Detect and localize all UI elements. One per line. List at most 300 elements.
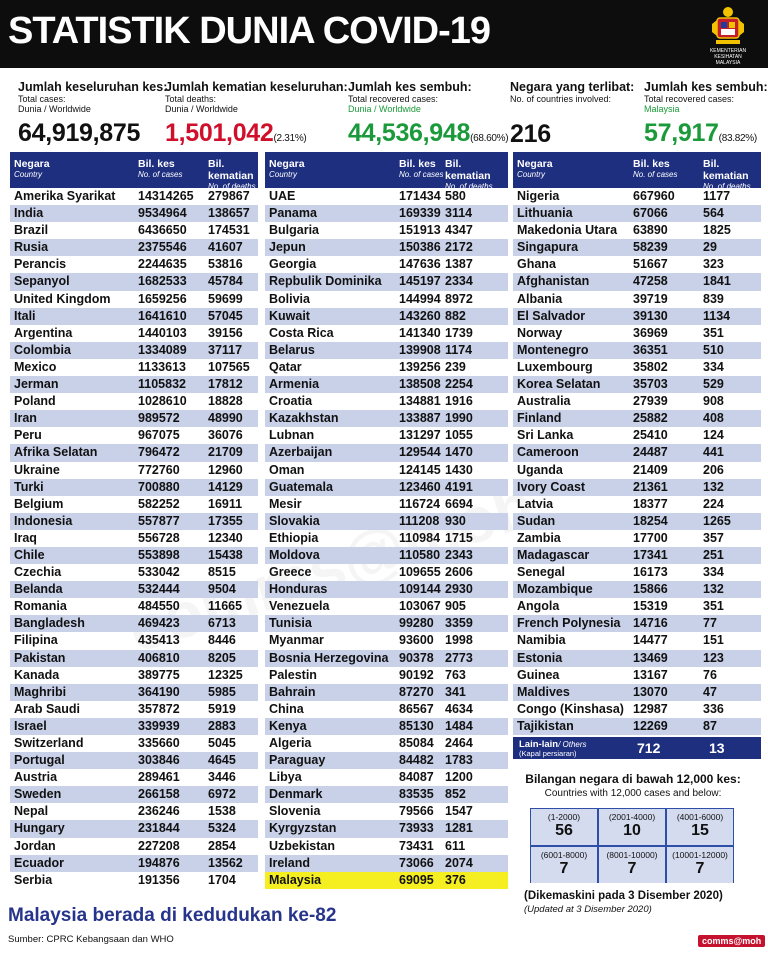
header-cases bbox=[633, 158, 677, 179]
page-title: STATISTIK DUNIA COVID-19 bbox=[8, 10, 490, 52]
country-name: Sepanyol bbox=[14, 274, 70, 289]
others-label-ms: Lain-lain bbox=[519, 739, 559, 750]
death-count: 151 bbox=[703, 633, 724, 648]
death-count: 1715 bbox=[445, 530, 473, 545]
table-row bbox=[265, 479, 508, 496]
death-count: 124 bbox=[703, 428, 724, 443]
country-name: Kazakhstan bbox=[269, 411, 339, 426]
death-count: 29 bbox=[703, 240, 717, 255]
country-name: Belgium bbox=[14, 496, 64, 511]
country-name: UAE bbox=[269, 189, 296, 203]
country-name: Sudan bbox=[517, 513, 556, 528]
country-name: El Salvador bbox=[517, 308, 586, 323]
country-name: Maghribi bbox=[14, 684, 67, 699]
death-count: 905 bbox=[445, 599, 466, 614]
country-name: Costa Rica bbox=[269, 325, 334, 340]
death-count: 41607 bbox=[208, 240, 243, 255]
table-row bbox=[10, 410, 258, 427]
table-row bbox=[10, 838, 258, 855]
country-name: Jerman bbox=[14, 377, 59, 392]
table-row bbox=[265, 735, 508, 752]
case-count: 73933 bbox=[399, 821, 434, 836]
country-name: Portugal bbox=[14, 753, 65, 768]
country-name: Rusia bbox=[14, 240, 49, 255]
header-deaths-en: No. of deaths bbox=[208, 182, 256, 191]
header-cases-ms: Bil. kes bbox=[399, 158, 436, 170]
case-count: 124145 bbox=[399, 462, 441, 477]
country-name: Arab Saudi bbox=[14, 701, 80, 716]
table-row bbox=[10, 701, 258, 718]
table-row bbox=[265, 718, 508, 735]
death-count: 4347 bbox=[445, 223, 473, 238]
table-row bbox=[10, 581, 258, 598]
table-row bbox=[265, 410, 508, 427]
header-cases-en: No. of cases bbox=[138, 170, 183, 179]
table-row bbox=[10, 718, 258, 735]
case-count: 103067 bbox=[399, 599, 441, 614]
death-count: 279867 bbox=[208, 189, 250, 203]
case-count: 556728 bbox=[138, 530, 180, 545]
case-count: 557877 bbox=[138, 513, 180, 528]
header-cases bbox=[138, 158, 182, 179]
country-name: Ukraine bbox=[14, 462, 60, 477]
table-row bbox=[10, 325, 258, 342]
death-count: 77 bbox=[703, 616, 717, 631]
country-table bbox=[513, 152, 761, 759]
table-row bbox=[10, 427, 258, 444]
country-name: Bolivia bbox=[269, 291, 310, 306]
table-row bbox=[513, 530, 761, 547]
country-name: Guatemala bbox=[269, 479, 333, 494]
country-name: Belarus bbox=[269, 342, 315, 357]
death-count: 408 bbox=[703, 411, 724, 426]
case-count: 129544 bbox=[399, 445, 441, 460]
country-name: Kuwait bbox=[269, 308, 310, 323]
death-count: 132 bbox=[703, 479, 724, 494]
country-name: Congo (Kinshasa) bbox=[517, 701, 624, 716]
case-count: 39719 bbox=[633, 291, 668, 306]
table-row bbox=[10, 769, 258, 786]
death-count: 18828 bbox=[208, 394, 243, 409]
country-name: Honduras bbox=[269, 582, 328, 597]
country-name: Ghana bbox=[517, 257, 556, 272]
case-count: 17341 bbox=[633, 547, 668, 562]
case-count: 435413 bbox=[138, 633, 180, 648]
country-name: Chile bbox=[14, 547, 45, 562]
updated-ms: (Dikemaskini pada 3 Disember 2020) bbox=[524, 890, 723, 902]
death-count: 611 bbox=[445, 838, 466, 853]
table-row bbox=[10, 803, 258, 820]
range-count: 7 bbox=[627, 860, 637, 877]
death-count: 2334 bbox=[445, 274, 473, 289]
stat-value bbox=[510, 120, 634, 149]
death-count: 8205 bbox=[208, 650, 236, 665]
table-row bbox=[10, 632, 258, 649]
death-count: 1825 bbox=[703, 223, 731, 238]
death-count: 39156 bbox=[208, 325, 243, 340]
table-row bbox=[265, 752, 508, 769]
death-count: 4191 bbox=[445, 479, 473, 494]
case-count: 1682533 bbox=[138, 274, 187, 289]
death-count: 1538 bbox=[208, 804, 236, 819]
country-name: Finland bbox=[517, 411, 562, 426]
death-count: 17812 bbox=[208, 377, 243, 392]
stat-sublabel: Total recovered cases: bbox=[644, 94, 735, 104]
death-count: 1200 bbox=[445, 770, 473, 785]
country-name: Australia bbox=[517, 394, 571, 409]
country-name: Korea Selatan bbox=[517, 377, 601, 392]
table-row bbox=[513, 564, 761, 581]
case-count: 51667 bbox=[633, 257, 668, 272]
death-count: 3114 bbox=[445, 206, 473, 221]
death-count: 1739 bbox=[445, 325, 473, 340]
case-count: 18254 bbox=[633, 513, 668, 528]
country-name: Singapura bbox=[517, 240, 579, 255]
country-name: Sri Lanka bbox=[517, 428, 574, 443]
table-row bbox=[265, 872, 508, 889]
country-name: Greece bbox=[269, 565, 312, 580]
country-name: Kyrgyzstan bbox=[269, 821, 337, 836]
table-row bbox=[513, 513, 761, 530]
country-name: Armenia bbox=[269, 377, 320, 392]
case-count: 110580 bbox=[399, 547, 441, 562]
death-count: 12960 bbox=[208, 462, 243, 477]
death-count: 5045 bbox=[208, 736, 236, 750]
stat-sublabel: Total recovered cases: bbox=[348, 94, 439, 104]
table-row bbox=[513, 222, 761, 239]
table-row bbox=[265, 701, 508, 718]
death-count: 45784 bbox=[208, 274, 243, 289]
case-count: 123460 bbox=[399, 479, 441, 494]
case-count: 151913 bbox=[399, 223, 441, 238]
case-count: 9534964 bbox=[138, 206, 187, 221]
table-row bbox=[10, 684, 258, 701]
country-name: Afghanistan bbox=[517, 274, 590, 289]
stat-block bbox=[510, 80, 634, 149]
country-name: Tunisia bbox=[269, 616, 312, 631]
country-name: Oman bbox=[269, 462, 305, 477]
case-count: 134881 bbox=[399, 394, 441, 409]
country-name: Poland bbox=[14, 394, 56, 409]
country-name: Palestin bbox=[269, 667, 317, 682]
stat-sublabel: No. of countries involved: bbox=[510, 94, 612, 104]
country-name: Indonesia bbox=[14, 513, 73, 528]
death-count: 882 bbox=[445, 308, 466, 323]
table-row bbox=[513, 256, 761, 273]
case-count: 131297 bbox=[399, 428, 441, 443]
country-name: French Polynesia bbox=[517, 616, 621, 631]
header-country bbox=[517, 158, 553, 179]
case-count: 266158 bbox=[138, 787, 180, 802]
country-name: Latvia bbox=[517, 496, 554, 511]
case-count: 27939 bbox=[633, 394, 668, 409]
crest-caption: KEMENTERIAN KESIHATAN MALAYSIA bbox=[709, 48, 747, 66]
death-count: 1430 bbox=[445, 462, 473, 477]
stat-label: Jumlah kes sembuh: bbox=[348, 80, 472, 94]
death-count: 1704 bbox=[208, 872, 236, 887]
case-count: 18377 bbox=[633, 496, 668, 511]
death-count: 5919 bbox=[208, 701, 236, 716]
header-cases bbox=[399, 158, 443, 179]
case-count: 14716 bbox=[633, 616, 668, 631]
country-name: Ireland bbox=[269, 855, 310, 870]
stat-value bbox=[348, 119, 508, 148]
table-row bbox=[513, 615, 761, 632]
stat-percent: (68.60%) bbox=[470, 133, 509, 144]
table-row bbox=[265, 803, 508, 820]
case-count: 15319 bbox=[633, 599, 668, 614]
case-count: 73431 bbox=[399, 838, 434, 853]
death-count: 1990 bbox=[445, 411, 473, 426]
country-name: Slovakia bbox=[269, 513, 320, 528]
table-row bbox=[513, 325, 761, 342]
stat-label: Jumlah kes sembuh: bbox=[644, 80, 768, 94]
table-row bbox=[265, 547, 508, 564]
table-row bbox=[10, 650, 258, 667]
country-name: Switzerland bbox=[14, 736, 84, 750]
country-name: Turki bbox=[14, 479, 44, 494]
country-name: Madagascar bbox=[517, 547, 590, 562]
country-name: Norway bbox=[517, 325, 563, 340]
table-row bbox=[10, 872, 258, 889]
table-row bbox=[10, 222, 258, 239]
table-row bbox=[265, 205, 508, 222]
case-count: 109655 bbox=[399, 565, 441, 580]
table-row bbox=[265, 222, 508, 239]
death-count: 2930 bbox=[445, 582, 473, 597]
table-row bbox=[265, 273, 508, 290]
country-name: Israel bbox=[14, 718, 47, 733]
table-row bbox=[265, 667, 508, 684]
country-name: Bulgaria bbox=[269, 223, 320, 238]
table-row bbox=[10, 342, 258, 359]
case-count: 1440103 bbox=[138, 325, 187, 340]
table-row bbox=[265, 598, 508, 615]
case-count: 191356 bbox=[138, 872, 180, 887]
country-name: Kenya bbox=[269, 718, 307, 733]
country-name: Slovenia bbox=[269, 804, 321, 819]
death-count: 2606 bbox=[445, 565, 473, 580]
country-name: Iran bbox=[14, 411, 37, 426]
death-count: 48990 bbox=[208, 411, 243, 426]
table-row bbox=[513, 239, 761, 256]
range-cell bbox=[667, 847, 733, 883]
death-count: 510 bbox=[703, 342, 724, 357]
death-count: 1998 bbox=[445, 633, 473, 648]
country-name: Zambia bbox=[517, 530, 561, 545]
others-label-en: / Others bbox=[558, 740, 587, 749]
death-count: 12325 bbox=[208, 667, 243, 682]
country-name: Montenegro bbox=[517, 342, 589, 357]
case-count: 1133613 bbox=[138, 359, 186, 374]
country-name: China bbox=[269, 701, 304, 716]
table-row bbox=[513, 632, 761, 649]
country-name: Lithuania bbox=[517, 206, 573, 221]
death-count: 351 bbox=[703, 599, 724, 614]
case-count: 582252 bbox=[138, 496, 180, 511]
case-count: 236246 bbox=[138, 804, 180, 819]
death-count: 908 bbox=[703, 394, 724, 409]
country-name: Libya bbox=[269, 770, 302, 785]
death-count: 53816 bbox=[208, 257, 243, 272]
table-row bbox=[265, 820, 508, 837]
table-row bbox=[265, 684, 508, 701]
header-cases-ms: Bil. kes bbox=[633, 158, 670, 170]
table-row bbox=[10, 291, 258, 308]
death-count: 2074 bbox=[445, 855, 473, 870]
case-count: 25882 bbox=[633, 411, 668, 426]
header-country-ms: Negara bbox=[517, 158, 553, 170]
country-name: Czechia bbox=[14, 565, 62, 580]
updated-en: (Updated at 3 Disember 2020) bbox=[524, 904, 652, 915]
case-count: 17700 bbox=[633, 530, 668, 545]
header-deaths-en: No. of deaths bbox=[703, 182, 751, 191]
country-name: Filipina bbox=[14, 633, 58, 648]
table-row bbox=[265, 838, 508, 855]
case-count: 143260 bbox=[399, 308, 441, 323]
stat-label: Jumlah kematian keseluruhan: bbox=[165, 80, 348, 94]
case-count: 144994 bbox=[399, 291, 441, 306]
death-count: 1484 bbox=[445, 718, 473, 733]
country-name: Paraguay bbox=[269, 753, 326, 768]
death-count: 16911 bbox=[208, 496, 243, 511]
case-count: 1105832 bbox=[138, 377, 186, 392]
table-row bbox=[513, 308, 761, 325]
case-count: 109144 bbox=[399, 582, 441, 597]
stat-number: 44,536,948 bbox=[348, 119, 471, 147]
case-count: 73066 bbox=[399, 855, 434, 870]
country-name: Itali bbox=[14, 308, 36, 323]
country-name: Bahrain bbox=[269, 684, 316, 699]
death-count: 1916 bbox=[445, 394, 473, 409]
header-country bbox=[269, 158, 305, 179]
case-count: 532444 bbox=[138, 582, 180, 597]
table-row bbox=[265, 444, 508, 461]
stat-number: 1,501,042 bbox=[165, 119, 274, 147]
country-name: Tajikistan bbox=[517, 718, 574, 733]
case-count: 469423 bbox=[138, 616, 180, 631]
death-count: 8446 bbox=[208, 633, 236, 648]
below-12000-section bbox=[516, 772, 750, 799]
country-name: Mexico bbox=[14, 359, 57, 374]
case-count: 12269 bbox=[633, 718, 668, 733]
country-name: Uzbekistan bbox=[269, 838, 335, 853]
country-name: Sweden bbox=[14, 787, 62, 802]
death-count: 1387 bbox=[445, 257, 473, 272]
death-count: 8972 bbox=[445, 291, 473, 306]
death-count: 87 bbox=[703, 718, 717, 733]
country-name: Peru bbox=[14, 428, 42, 443]
death-count: 1281 bbox=[445, 821, 473, 836]
country-name: Brazil bbox=[14, 223, 49, 238]
table-row bbox=[513, 342, 761, 359]
death-count: 138657 bbox=[208, 206, 250, 221]
case-count: 93600 bbox=[399, 633, 434, 648]
country-name: United Kingdom bbox=[14, 291, 111, 306]
header-country-en: Country bbox=[14, 170, 43, 179]
case-count: 84087 bbox=[399, 770, 434, 785]
death-count: 239 bbox=[445, 359, 466, 374]
country-name: Malaysia bbox=[269, 872, 322, 887]
range-count: 15 bbox=[691, 822, 709, 839]
table-row bbox=[10, 256, 258, 273]
death-count: 1841 bbox=[703, 274, 731, 289]
case-count: 14477 bbox=[633, 633, 668, 648]
country-name: Venezuela bbox=[269, 599, 330, 614]
stat-label: Negara yang terlibat: bbox=[510, 80, 635, 94]
table-row bbox=[265, 325, 508, 342]
death-count: 6972 bbox=[208, 787, 236, 802]
country-name: Romania bbox=[14, 599, 67, 614]
case-count: 84482 bbox=[399, 753, 434, 768]
case-count: 700880 bbox=[138, 479, 180, 494]
table-row bbox=[513, 667, 761, 684]
stat-sublabel: Total cases: bbox=[18, 94, 66, 104]
stat-percent: (2.31%) bbox=[273, 133, 307, 144]
country-table bbox=[265, 152, 508, 889]
below-12000-title: Bilangan negara di bawah 12,000 kes: bbox=[525, 772, 741, 786]
case-count: 12987 bbox=[633, 701, 668, 716]
country-name: Cameroon bbox=[517, 445, 579, 460]
source-note: Sumber: CPRC Kebangsaan dan WHO bbox=[8, 934, 174, 945]
death-count: 564 bbox=[703, 206, 724, 221]
case-count: 1334089 bbox=[138, 342, 187, 357]
header-cases-ms: Bil. kes bbox=[138, 158, 175, 170]
death-count: 6694 bbox=[445, 496, 473, 511]
header-country bbox=[14, 158, 50, 179]
death-count: 2773 bbox=[445, 650, 473, 665]
header-deaths-ms: Bil. kematian bbox=[445, 158, 491, 182]
country-name: Afrika Selatan bbox=[14, 445, 98, 460]
death-count: 12340 bbox=[208, 530, 243, 545]
table-row bbox=[10, 513, 258, 530]
table-row bbox=[513, 393, 761, 410]
death-count: 351 bbox=[703, 325, 724, 340]
country-name: Serbia bbox=[14, 872, 53, 887]
case-count: 364190 bbox=[138, 684, 180, 699]
case-count: 389775 bbox=[138, 667, 180, 682]
stat-scope: Dunia / Worldwide bbox=[18, 104, 91, 114]
country-name: Angola bbox=[517, 599, 560, 614]
case-count: 667960 bbox=[633, 189, 675, 203]
death-count: 323 bbox=[703, 257, 724, 272]
country-name: Nigeria bbox=[517, 189, 560, 203]
country-name: Nepal bbox=[14, 804, 49, 819]
case-count: 21361 bbox=[633, 479, 668, 494]
case-count: 171434 bbox=[399, 189, 441, 203]
case-count: 83535 bbox=[399, 787, 434, 802]
table-row bbox=[513, 479, 761, 496]
table-row bbox=[513, 462, 761, 479]
table-row bbox=[10, 855, 258, 872]
country-name: Maldives bbox=[517, 684, 570, 699]
case-count: 13070 bbox=[633, 684, 668, 699]
death-count: 376 bbox=[445, 872, 466, 887]
case-count: 1659256 bbox=[138, 291, 187, 306]
case-count: 24487 bbox=[633, 445, 668, 460]
death-count: 441 bbox=[703, 445, 724, 460]
death-count: 1265 bbox=[703, 513, 731, 528]
table-row bbox=[10, 547, 258, 564]
death-count: 174531 bbox=[208, 223, 250, 238]
death-count: 5324 bbox=[208, 821, 236, 836]
death-count: 1547 bbox=[445, 804, 473, 819]
case-count: 139256 bbox=[399, 359, 441, 374]
death-count: 6713 bbox=[208, 616, 236, 631]
country-name: Jordan bbox=[14, 838, 56, 853]
death-count: 8515 bbox=[208, 565, 236, 580]
table-row bbox=[265, 615, 508, 632]
